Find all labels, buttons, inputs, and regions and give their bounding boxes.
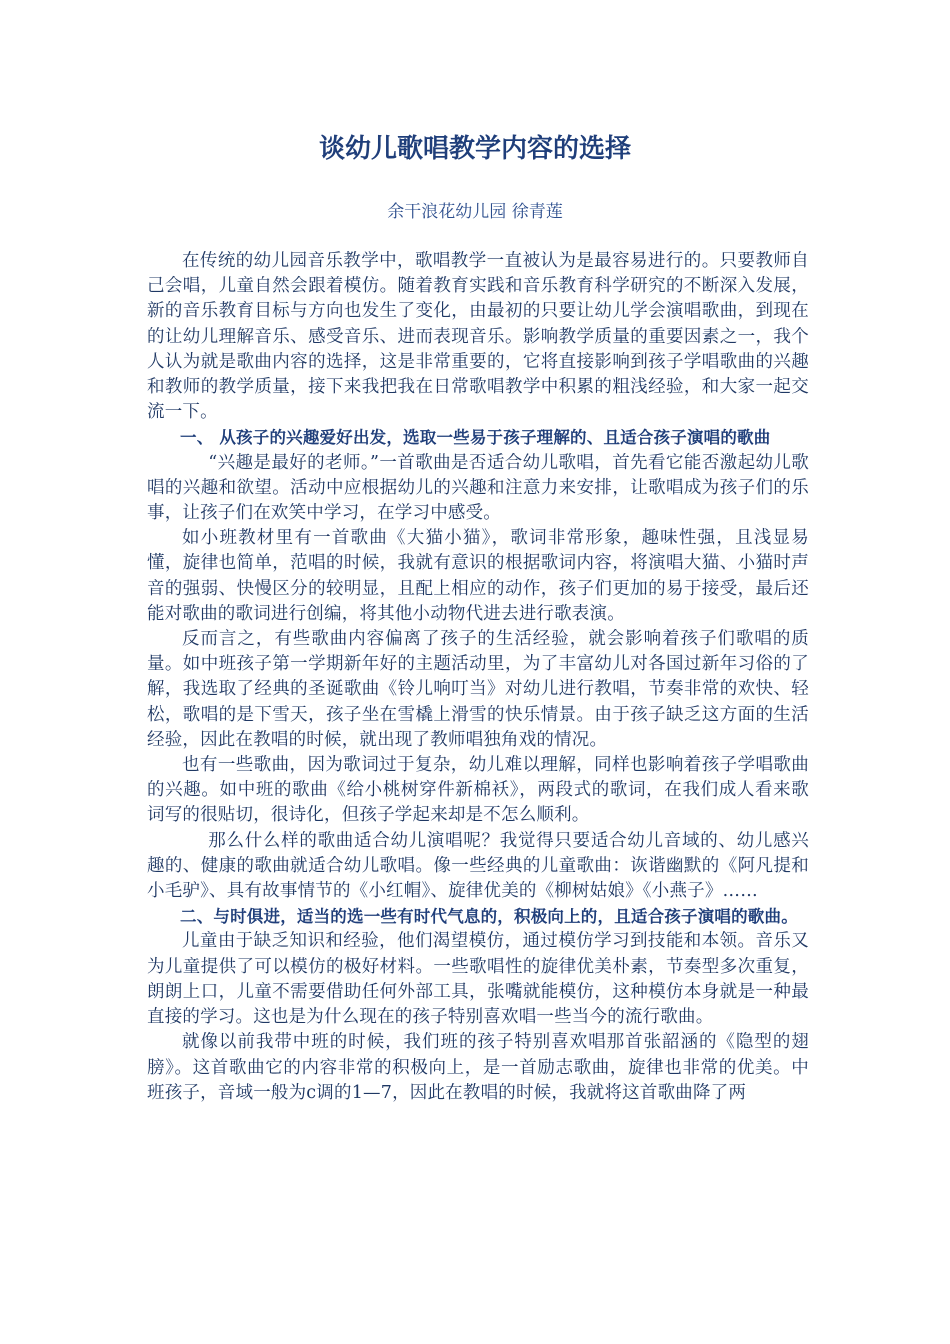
paragraph-imitation: 儿童由于缺乏知识和经验，他们渴望模仿，通过模仿学习到技能和本领。音乐又为儿童提供了可以模仿的极好材料。一些歌唱性的旋律优美朴素，节奏型多次重复，朗朗上口，儿童不需要借助任何外部工具，张嘴就能模仿，这种模仿本身就是一种最直接的学习。这也是为什么现在的孩子特别喜欢唱一些当今的流行歌曲。	[147, 931, 809, 1028]
paragraph-intro: 在传统的幼儿园音乐教学中，歌唱教学一直被认为是最容易进行的。只要教师自己会唱，儿童自然会跟着模仿。随着教育实践和音乐教育科学研究的不断深入发展，新的音乐教育目标与方向也发生了变化，由最初的只要让幼儿学会演唱歌曲，到现在的让幼儿理解音乐、感受音乐、进而表现音乐。影响教学质量的重要因素之一，我个人认为就是歌曲内容的选择，这是非常重要的，它将直接影响到孩子学唱歌曲的兴趣和教师的教学质量，接下来我把我在日常歌唱教学中积累的粗浅经验，和大家一起交流一下。	[147, 251, 809, 423]
paragraph-suitable-songs: 那么什么样的歌曲适合幼儿演唱呢？我觉得只要适合幼儿音域的、幼儿感兴趣的、健康的歌曲就适合幼儿歌唱。像一些经典的儿童歌曲：诙谐幽默的《阿凡提和小毛驴》、具有故事情节的《小红帽》、旋律优美的《柳树姑娘》《小燕子》……	[147, 830, 809, 902]
section-heading-1: 一、 从孩子的兴趣爱好出发，选取一些易于孩子理解的、且适合孩子演唱的歌曲	[180, 428, 771, 448]
document-author: 余干浪花幼儿园 徐青莲	[387, 202, 563, 222]
paragraph-jingle-bells: 反而言之，有些歌曲内容偏离了孩子的生活经验，就会影响着孩子们歌唱的质量。如中班孩子第一学期新年好的主题活动里，为了丰富幼儿对各国过新年习俗的了解，我选取了经典的圣诞歌曲《铃儿响叮当》对幼儿进行教唱，节奏非常的欢快、轻松，歌唱的是下雪天，孩子坐在雪橇上滑雪的快乐情景。由于孩子缺乏这方面的生活经验，因此在教唱的时候，就出现了教师唱独角戏的情况。	[147, 629, 809, 750]
paragraph-interest: “兴趣是最好的老师。”一首歌曲是否适合幼儿歌唱，首先看它能否激起幼儿歌唱的兴趣和欲望。活动中应根据幼儿的兴趣和注意力来安排，让歌唱成为孩子们的乐事，让孩子们在欢笑中学习，在学习中感受。	[147, 452, 809, 524]
document-body	[147, 249, 809, 1106]
paragraph-invisible-wings: 就像以前我带中班的时候，我们班的孩子特别喜欢唱那首张韶涵的《隐型的翅膀》。这首歌曲它的内容非常的积极向上，是一首励志歌曲，旋律也非常的优美。中班孩子，音域一般为c调的1—7，因此在教唱的时候，我就将这首歌曲降了两	[147, 1032, 809, 1103]
document-title: 谈幼儿歌唱教学内容的选择	[318, 134, 631, 164]
paragraph-big-cat-small-cat: 如小班教材里有一首歌曲《大猫小猫》，歌词非常形象，趣味性强，且浅显易懂，旋律也简单，范唱的时候，我就有意识的根据歌词内容，将演唱大猫、小猫时声音的强弱、快慢区分的较明显，且配上相应的动作，孩子们更加的易于接受，最后还能对歌曲的歌词进行创编，将其他小动物代进去进行歌表演。	[147, 528, 809, 624]
section-heading-2: 二、与时俱进，适当的选一些有时代气息的，积极向上的，且适合孩子演唱的歌曲。	[180, 907, 798, 927]
paragraph-complex-lyrics: 也有一些歌曲，因为歌词过于复杂，幼儿难以理解，同样也影响着孩子学唱歌曲的兴趣。如中班的歌曲《给小桃树穿件新棉袄》，两段式的歌词，在我们成人看来歌词写的很贴切，很诗化，但孩子学起来却是不怎么顺利。	[147, 755, 809, 826]
